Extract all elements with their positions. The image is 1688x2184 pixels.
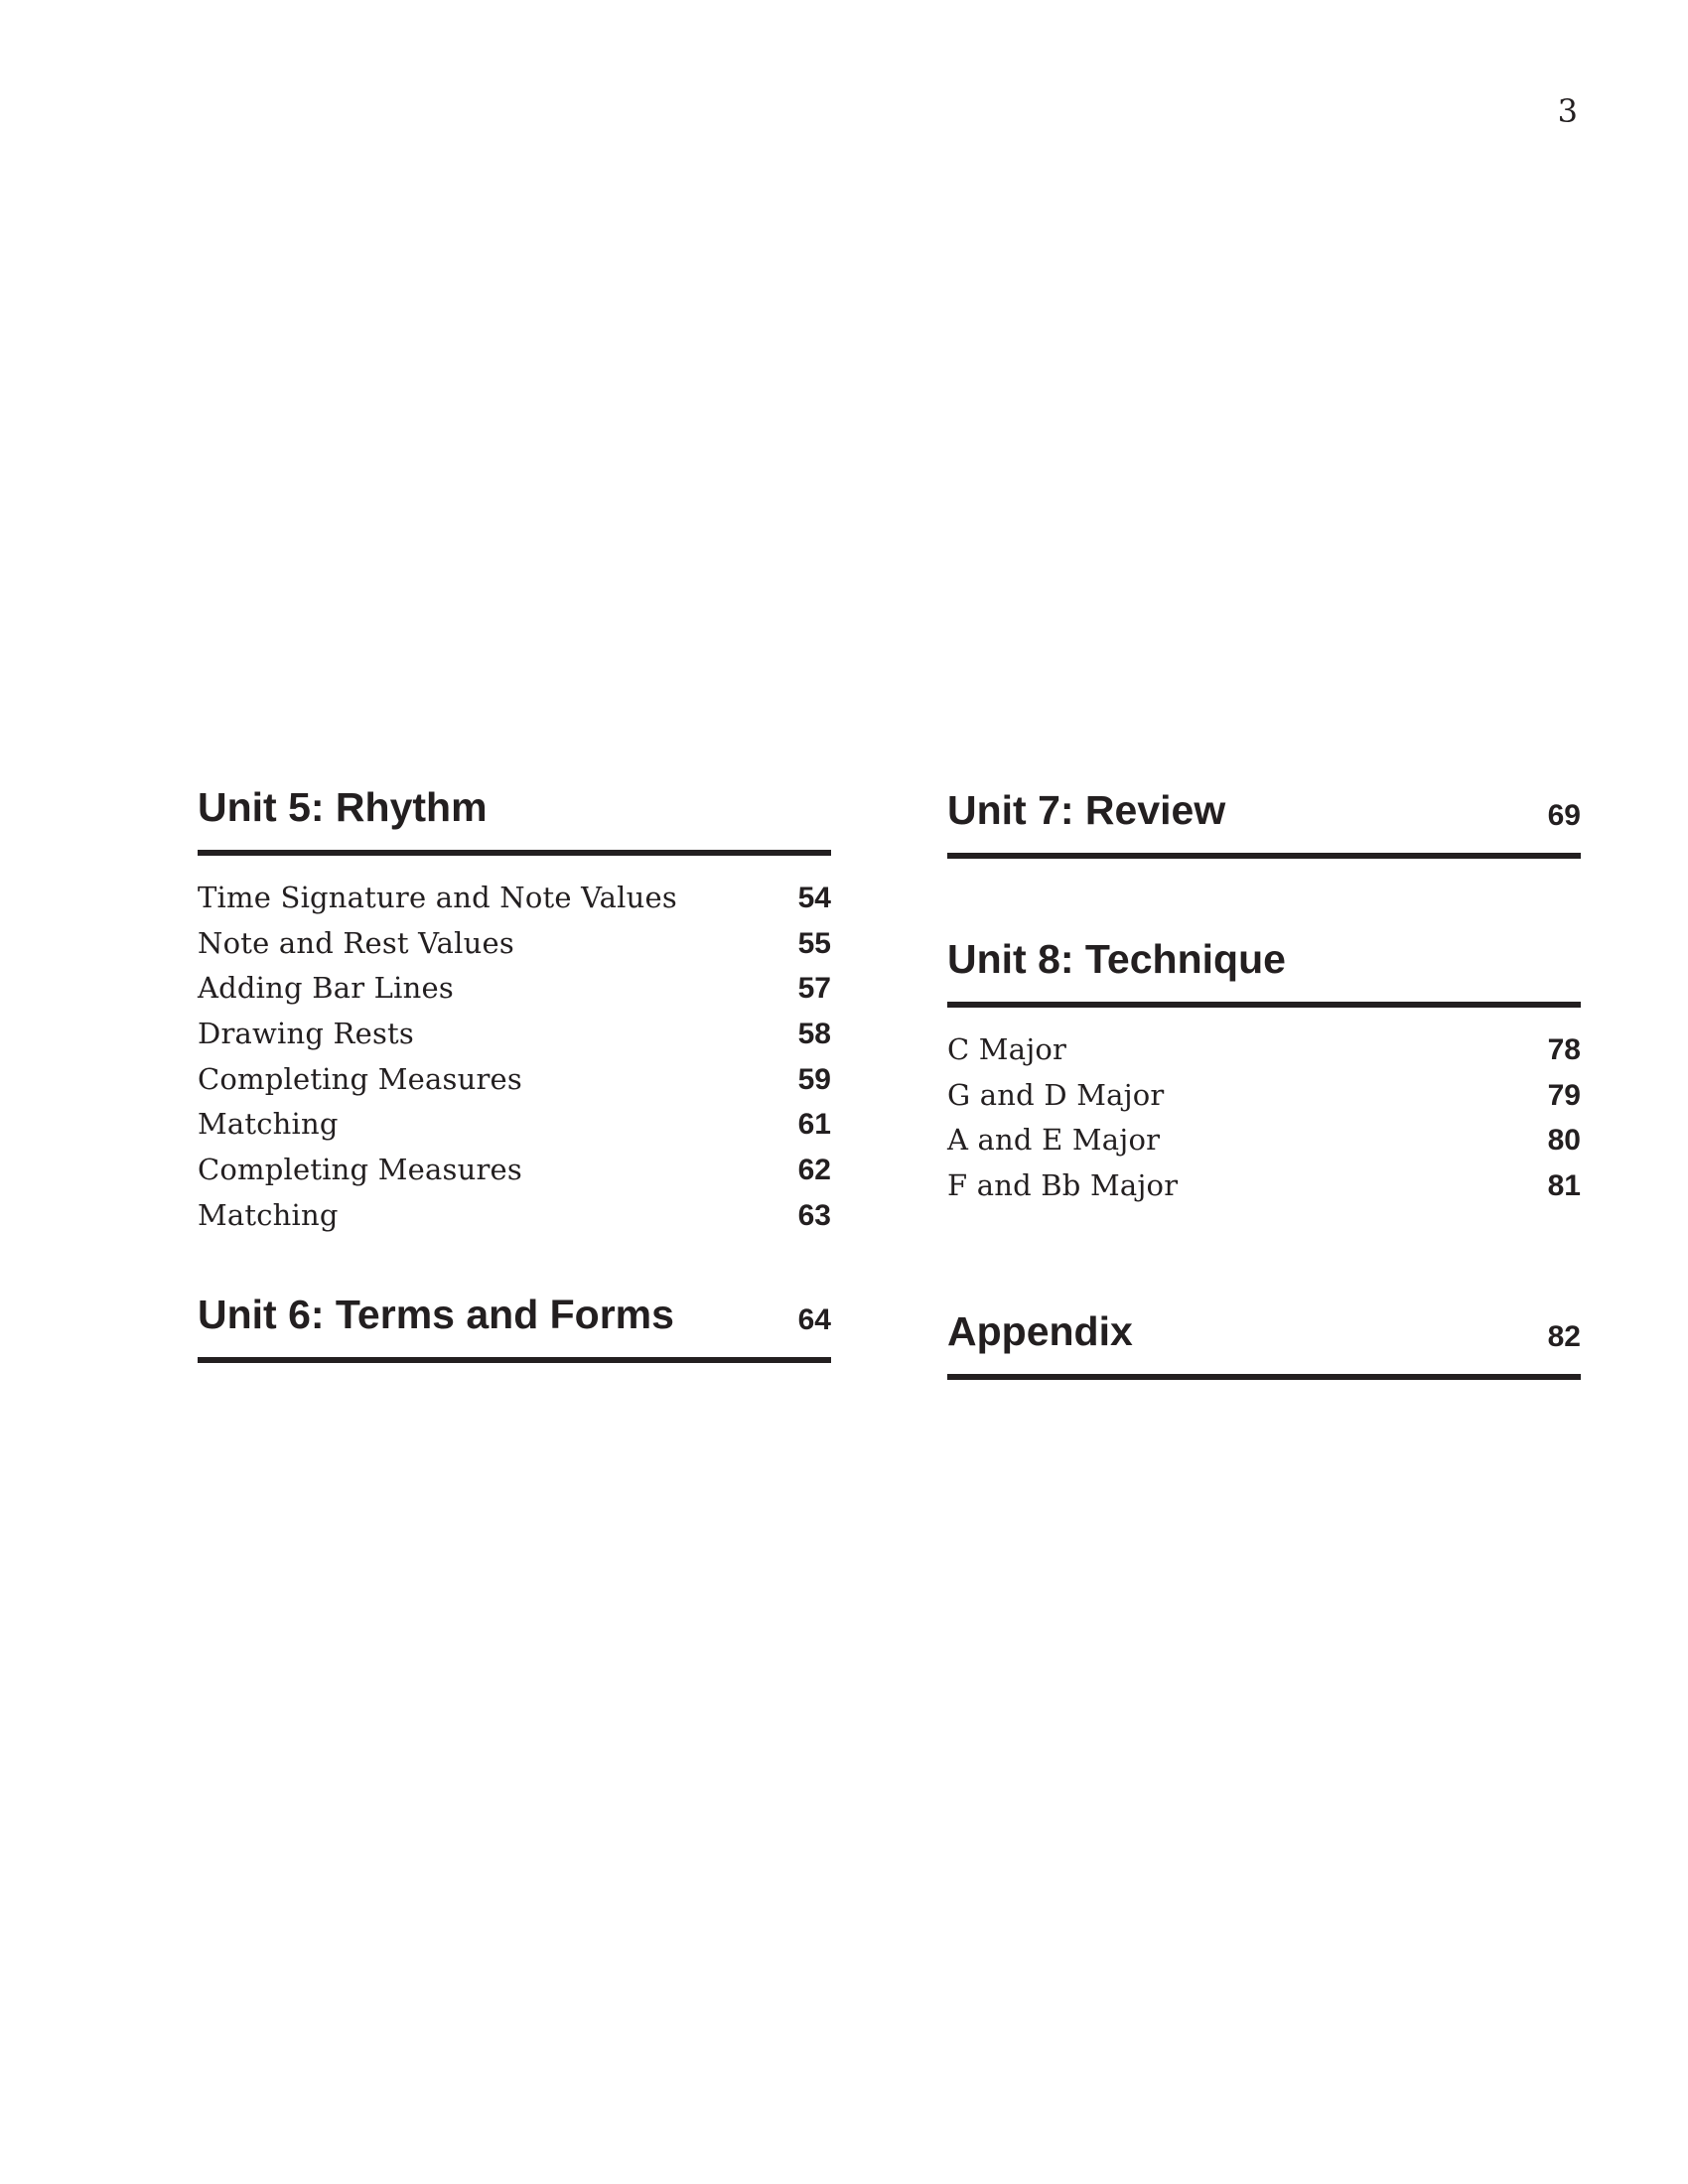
entry-title: Matching [198,1107,339,1142]
entry-page-number: 58 [797,1018,831,1051]
entry-title: C Major [947,1032,1067,1066]
toc-entry[interactable] [198,1193,831,1239]
entry-title: Matching [198,1197,339,1232]
entry-page-number: 59 [797,1062,831,1096]
toc-entry[interactable] [198,1102,831,1148]
section-page-number: 64 [797,1303,831,1336]
toc-entry[interactable] [947,1073,1581,1119]
page-number: 3 [1557,92,1578,130]
entry-page-number: 61 [797,1108,831,1142]
entry-title: F and Bb Major [947,1168,1179,1203]
toc-section-unit6[interactable] [198,1292,831,1363]
toc-entry[interactable] [198,876,831,921]
entry-page-number: 62 [797,1154,831,1187]
entry-list [947,1027,1581,1209]
section-title: Unit 6: Terms and Forms [198,1292,674,1337]
toc-entry[interactable] [947,1118,1581,1163]
section-title: Unit 5: Rhythm [198,784,488,830]
section-header [947,936,1581,1008]
entry-title: Completing Measures [198,1153,522,1187]
section-header [947,787,1581,859]
entry-title: Completing Measures [198,1061,522,1096]
entry-page-number: 79 [1547,1078,1581,1112]
toc-entry[interactable] [198,966,831,1012]
entry-page-number: 54 [797,882,831,914]
entry-title: Adding Bar Lines [198,971,454,1006]
toc-entry[interactable] [198,1148,831,1193]
entry-page-number: 55 [797,926,831,960]
entry-title: Time Signature and Note Values [198,881,677,914]
entry-page-number: 63 [797,1198,831,1232]
section-title: Appendix [947,1308,1133,1354]
entry-title: A and E Major [947,1123,1161,1158]
section-header [198,1292,831,1363]
section-page-number: 82 [1547,1320,1581,1353]
toc-section-appendix[interactable] [947,1308,1581,1380]
section-title: Unit 8: Technique [947,936,1286,982]
toc-section-unit8 [947,936,1581,1209]
toc-section-unit5 [198,784,831,1239]
entry-list [198,876,831,1239]
entry-page-number: 81 [1547,1169,1581,1203]
toc-entry[interactable] [947,1163,1581,1209]
entry-title: Note and Rest Values [198,925,514,960]
toc-entry[interactable] [198,1012,831,1057]
entry-title: Drawing Rests [198,1017,414,1051]
section-page-number: 69 [1547,799,1581,832]
entry-title: G and D Major [947,1077,1165,1112]
section-header [947,1308,1581,1380]
toc-entry[interactable] [947,1027,1581,1073]
toc-section-unit7[interactable] [947,787,1581,859]
entry-page-number: 80 [1547,1124,1581,1158]
section-header [198,784,831,856]
toc-entry[interactable] [198,921,831,967]
toc-entry[interactable] [198,1057,831,1103]
entry-page-number: 78 [1547,1033,1581,1066]
entry-page-number: 57 [797,972,831,1006]
section-title: Unit 7: Review [947,787,1226,833]
